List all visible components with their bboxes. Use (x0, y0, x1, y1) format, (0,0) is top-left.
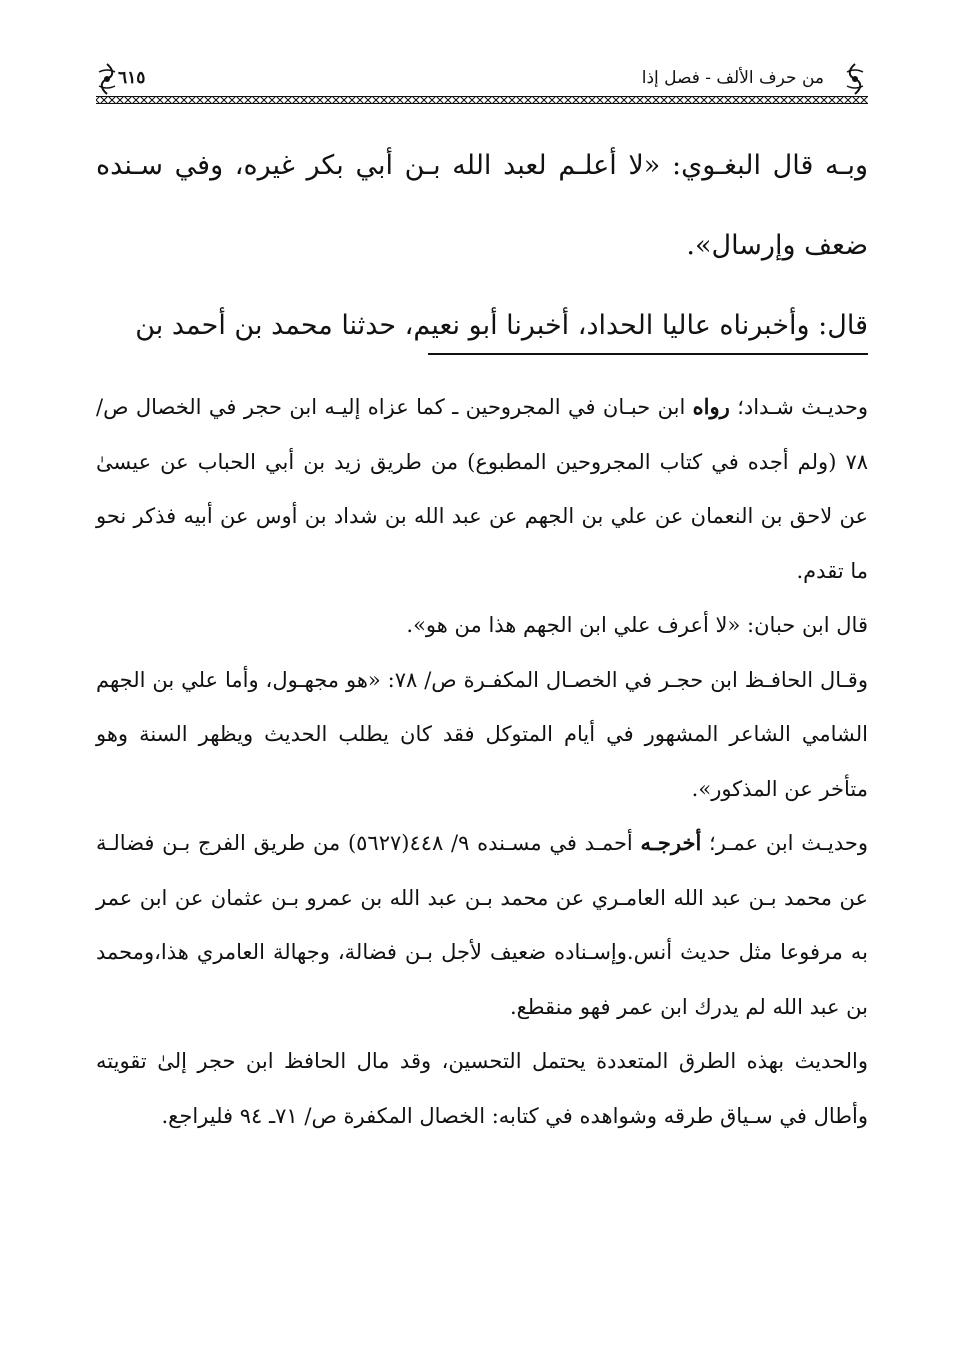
footnote-paragraph: وحديـث شـداد؛ رواه ابن حبـان في المجروحين ـ كما عزاه إليـه ابن حجر في الخصال ص/ ٧٨ (ولم أجده في كتاب المجروحين المطبوع) من طريق زيد بن أبي الحباب عن عيسىٰ عن لاحق بن النعمان عن علي بن الجهم عن عبد الله بن شداد بن أوس عن أبيه فذكر نحو ما تقدم. (96, 394, 868, 583)
header-decorative-rule (96, 96, 868, 104)
main-paragraph: قال: وأخبرناه عاليا الحداد، أخبرنا أبو نعيم، حدثنا محمد بن أحمد بن (135, 310, 868, 341)
footnote-separator (428, 353, 868, 355)
main-text (96, 126, 868, 366)
main-paragraph: وبـه قال البغـوي: «لا أعلـم لعبد الله بـن أبي بكر غيره، وفي سـنده ضعف وإرسال». (96, 150, 868, 261)
footnote-paragraph: والحديث بهذه الطرق المتعددة يحتمل التحسين، وقد مال الحافظ ابن حجر إلىٰ تقويته وأطال في سـياق طرقه وشواهده في كتابه: الخصال المكفرة ص/ ٧١ـ ٩٤ فليراجع. (96, 1049, 868, 1128)
ornament-icon (96, 62, 118, 96)
page-number: ٦١٥ (118, 68, 146, 88)
ornament-icon (844, 62, 866, 96)
footnote-paragraph: وحديـث ابن عمـر؛ أخرجـه أحمـد في مسـنده ٩/ ٤٤٨(٥٦٢٧) من طريق الفرج بـن فضالـة عن محمد بـن عبد الله العامـري عن محمد بـن عبد الله بن عمرو بـن عثمان عن ابن عمر به مرفوعا مثل حديث أنس.وإسـناده ضعيف لأجل بـن فضالة، وجهالة العامري هذا،ومحمد بن عبد الله لم يدرك ابن عمر فهو منقطع. (96, 830, 868, 1019)
footnote-paragraph: وقـال الحافـظ ابن حجـر في الخصـال المكفـرة ص/ ٧٨: «هو مجهـول، وأما علي بن الجهم الشامي الشاعر المشهور في أيام المتوكل فقد كان يطلب الحديث ويظهر السنة وهو متأخر عن المذكور». (96, 667, 868, 801)
header-title: من حرف الألف - فصل إذا (641, 68, 824, 88)
page-header (96, 58, 868, 104)
footnote-paragraph: قال ابن حبان: «لا أعرف علي ابن الجهم هذا من هو». (406, 613, 868, 637)
footnotes (96, 380, 868, 1143)
